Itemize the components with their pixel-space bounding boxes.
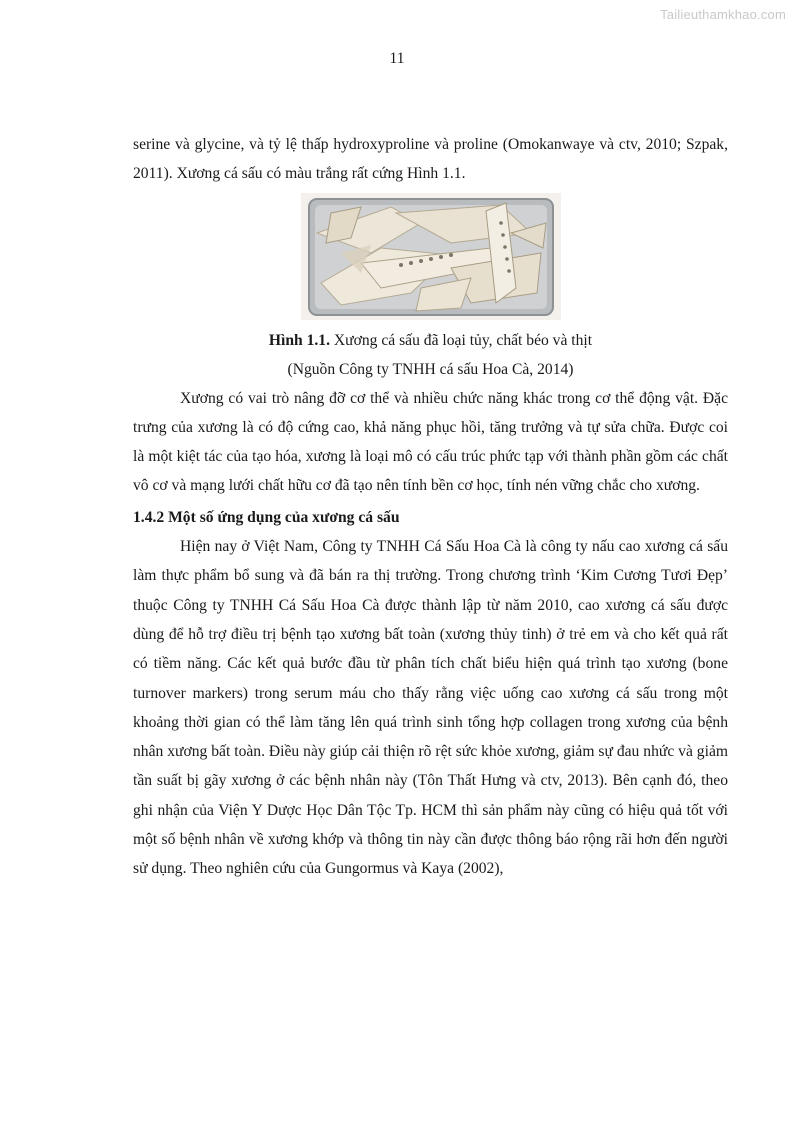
paragraph-bone-function: Xương có vai trò nâng đỡ cơ thể và nhiều chức năng khác trong cơ thể động vật. Đặc trưng của xương là có độ cứng cao, khả năng phục hồi, tăng trưởng và tự sửa chữa. Được coi là một kiệt tác của tạo hóa, xương là loại mô có cấu trúc phức tạp với thành phần gồm các chất vô cơ và mạng lưới chất hữu cơ đã tạo nên tính bền cơ học, tính nén vững chắc cho xương.: [133, 389, 728, 495]
crocodile-bone-photo: [301, 193, 561, 320]
page-number: 11: [389, 50, 405, 67]
watermark: Tailieuthamkhao.com: [660, 7, 786, 22]
section-heading: 1.4.2 Một số ứng dụng của xương cá sấu: [133, 508, 400, 526]
intro-paragraph: serine và glycine, và tỷ lệ thấp hydroxyproline và proline (Omokanwaye và ctv, 2010; Szpak, 2011). Xương cá sấu có màu trắng rất cứng Hình 1.1.: [133, 136, 728, 183]
paragraph-applications: Hiện nay ở Việt Nam, Công ty TNHH Cá Sấu Hoa Cà là công ty nấu cao xương cá sấu làm thực phẩm bổ sung và đã bán ra thị trường. Trong chương trình ‘Kim Cương Tươi Đẹp’ thuộc Công ty TNHH Cá Sấu Hoa Cà được thành lập từ năm 2010, cao xương cá sấu được dùng để hỗ trợ điều trị bệnh tạo xương bất toàn (xương thủy tinh) ở trẻ em và cho kết quả rất có tiềm năng. Các kết quả bước đầu từ phân tích chất biểu hiện quá trình tạo xương (bone turnover markers) trong serum máu cho thấy rằng việc uống cao xương cá sấu trong một khoảng thời gian có thể làm tăng lên quá trình sinh tổng hợp collagen trong xương của bệnh nhân xương bất toàn. Điều này giúp cải thiện rõ rệt sức khỏe xương, giảm sự đau nhức và giảm tần suất bị gãy xương ở các bệnh nhân này (Tôn Thất Hưng và ctv, 2013). Bên cạnh đó, theo ghi nhận của Viện Y Dược Học Dân Tộc Tp. HCM thì sản phẩm này cũng có hiệu quả tốt với một số bệnh nhân về xương khớp và thông tin này cần được thông báo rộng rãi hơn đến người sử dụng. Theo nghiên cứu của Gungormus và Kaya (2002),: [133, 538, 728, 878]
figure-label: Hình 1.1.: [268, 331, 331, 349]
figure-source: (Nguồn Công ty TNHH cá sấu Hoa Cà, 2014): [287, 360, 574, 378]
figure-caption-text: Xương cá sấu đã loại tủy, chất béo và thịt: [330, 331, 593, 349]
document-body: [133, 130, 728, 884]
figure-caption: [133, 326, 728, 355]
